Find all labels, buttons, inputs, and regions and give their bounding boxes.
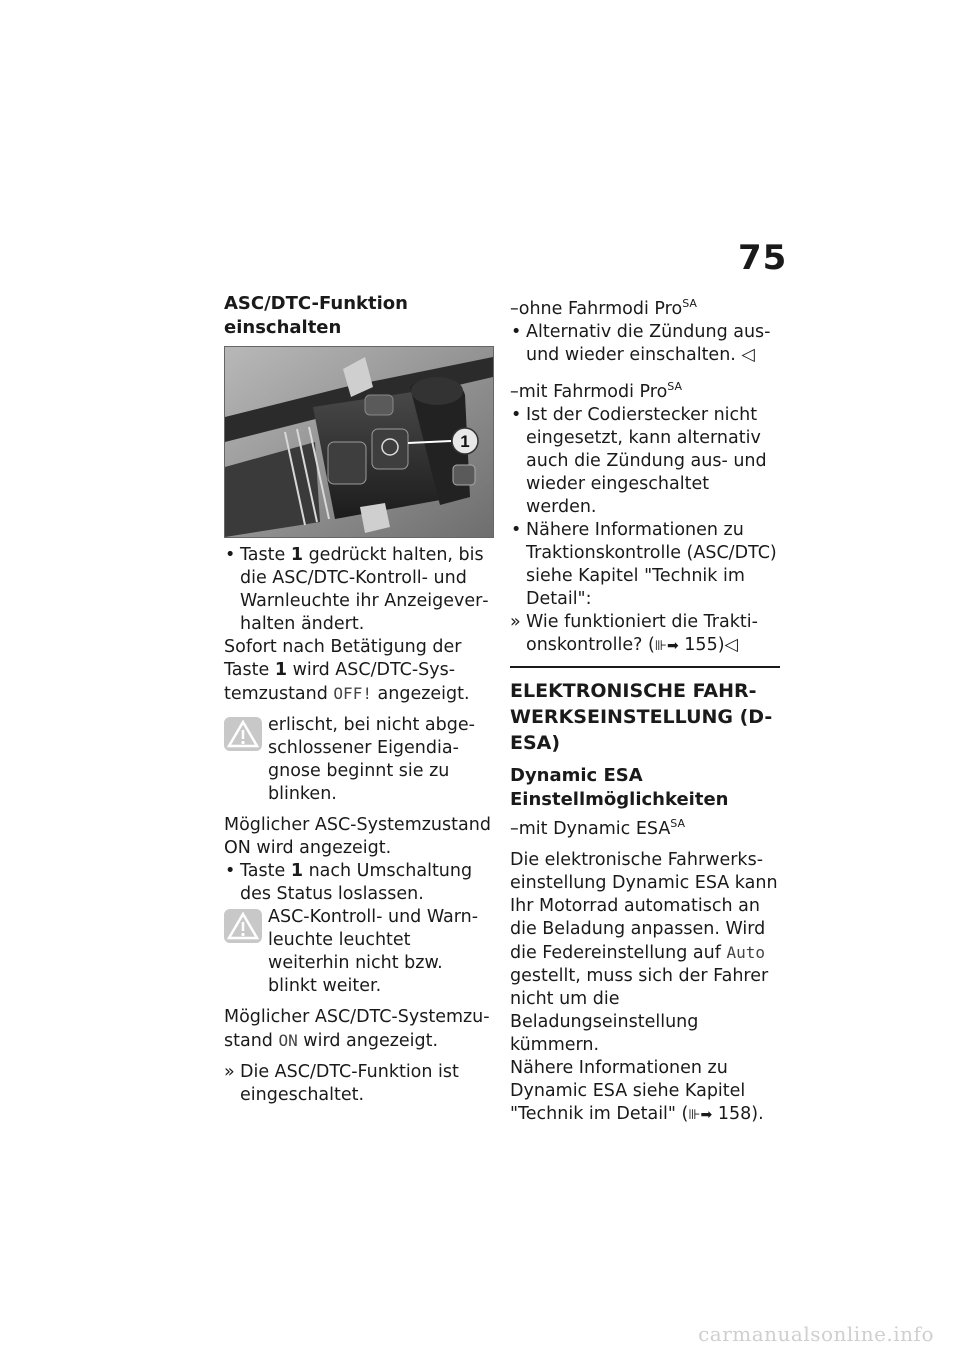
- warning-note-2: ASC-Kontroll- und Warnleuchte leuchtet weiterhin nicht bzw. blinkt weiter.: [224, 906, 494, 998]
- warning-note-1: erlischt, bei nicht abgeschlossener Eigendiagnose beginnt sie zu blinken.: [224, 714, 494, 806]
- handlebar-switch-illustration: [225, 347, 493, 537]
- step-hold-button: • Taste 1 gedrückt halten, bis die ASC/DTC-Kontroll- und Warnleuchte ihr Anzeigeverhalten ändert.: [225, 545, 489, 634]
- watermark-footer: carmanualsonline.info: [698, 1322, 934, 1346]
- paragraph-esa-description: Die elektronische Fahrwerkseinstellung Dynamic ESA kann Ihr Motorrad automatisch an die Beladung anpassen. Wird die Federeinstellung auf Auto gestellt, muss sich der Fahrer nicht um die Beladungseinstellung kümmern.: [510, 850, 778, 1055]
- right-column: [510, 292, 780, 1127]
- subheading-dynamic-esa: Dynamic ESA Einstellmöglichkeiten: [510, 765, 729, 810]
- step-more-info: • Nähere Informationen zu Traktionskontrolle (ASC/DTC) siehe Kapitel "Technik im Detail":: [511, 520, 777, 609]
- handlebar-switch-figure: [224, 346, 494, 538]
- section-heading-asc-dtc: ASC/DTC-Funktion einschalten: [224, 293, 408, 338]
- page-number: 75: [738, 238, 788, 278]
- paragraph-esa-more-info[interactable]: Nähere Informationen zu Dynamic ESA siehe Kapitel "Technik im Detail" (⊪➡ 158).: [510, 1057, 780, 1127]
- page-reference-arrow-icon: ⊪➡: [654, 638, 679, 654]
- section-heading-esa: ELEKTRONISCHE FAHRWERKSEINSTELLUNG (D-ESA): [510, 666, 780, 756]
- paragraph-off-state: Sofort nach Betätigung der Taste 1 wird ASC/DTC-Systemzustand OFF! angezeigt.: [224, 637, 470, 704]
- step-release-button: • Taste 1 nach Umschaltung des Status loslassen.: [225, 861, 473, 904]
- callout-1: 1: [460, 432, 470, 451]
- variant-with-pro: –mit Fahrmodi Pro$^{SA}$: [510, 380, 683, 402]
- link-traction-control[interactable]: » Wie funktioniert die Traktionskontrolle? (⊪➡ 155)◁: [510, 611, 780, 658]
- variant-without-pro: –ohne Fahrmodi Pro$^{SA}$: [510, 297, 697, 319]
- step-coding-plug: • Ist der Codierstecker nicht eingesetzt, kann alternativ auch die Zündung aus- und wieder eingeschaltet werden.: [511, 405, 767, 517]
- result-function-on: » Die ASC/DTC-Funktion ist eingeschaltet.: [224, 1062, 459, 1105]
- paragraph-asc-on: Möglicher ASC-Systemzustand ON wird angezeigt.: [224, 815, 491, 858]
- warning-light-icon: [224, 717, 262, 751]
- step-ignition-off-on: • Alternativ die Zündung aus- und wieder einschalten. ◁: [511, 322, 771, 365]
- page-reference-arrow-icon: ⊪➡: [688, 1107, 713, 1123]
- warning-light-icon: [224, 909, 262, 943]
- paragraph-asc-dtc-on: Möglicher ASC/DTC-Systemzustand ON wird angezeigt.: [224, 1007, 490, 1051]
- variant-dynamic-esa: –mit Dynamic $ESA^{SA}$: [510, 817, 686, 839]
- left-column: [224, 292, 494, 1107]
